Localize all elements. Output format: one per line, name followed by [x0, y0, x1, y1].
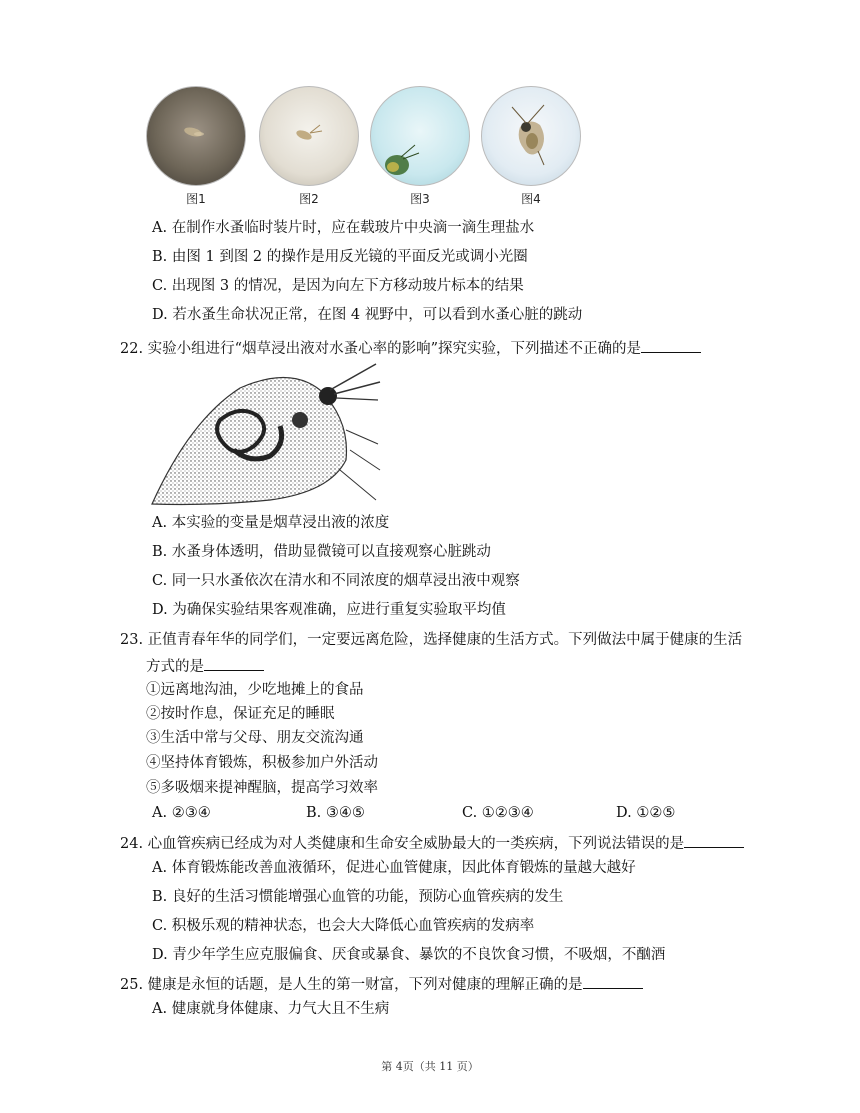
- q23-stem-line1: 23. 正值青春年华的同学们，一定要远离危险，选择健康的生活方式。下列做法中属于健康的生活: [120, 632, 743, 648]
- figure-2: [259, 86, 359, 204]
- q24-stem-text: 24. 心血管疾病已经成为对人类健康和生命安全威胁最大的一类疾病，下列说法错误的是: [120, 836, 685, 852]
- microscope-view-3: [370, 86, 470, 186]
- figure-3-caption: 图3: [410, 192, 430, 206]
- q23-item-2: ②按时作息，保证充足的睡眠: [146, 706, 335, 722]
- q23-item-3: ③生活中常与父母、朋友交流沟通: [146, 730, 364, 746]
- q23-option-c: C. ①②③④: [462, 805, 534, 821]
- q25-option-a: A. 健康就身体健康、力气大且不生病: [152, 1001, 390, 1017]
- q24-option-b: B. 良好的生活习惯能增强心血管的功能，预防心血管疾病的发生: [152, 889, 564, 905]
- figure-1: [146, 86, 246, 204]
- q25-stem-text: 25. 健康是永恒的话题，是人生的第一财富，下列对健康的理解正确的是: [120, 977, 583, 993]
- figure-4: [481, 86, 581, 204]
- q23-options: [0, 803, 860, 825]
- q22-option-b: B. 水蚤身体透明，借助显微镜可以直接观察心脏跳动: [152, 544, 491, 560]
- q23-item-1: ①远离地沟油，少吃地摊上的食品: [146, 682, 364, 698]
- q22-stem-text: 22. 实验小组进行“烟草浸出液对水蚤心率的影响”探究实验，下列描述不正确的是: [120, 341, 641, 357]
- q22-option-d: D. 为确保实验结果客观准确，应进行重复实验取平均值: [152, 602, 506, 618]
- answer-blank[interactable]: [583, 974, 643, 989]
- q24-stem: [120, 833, 744, 854]
- answer-blank[interactable]: [684, 833, 744, 848]
- q22-option-c: C. 同一只水蚤依次在清水和不同浓度的烟草浸出液中观察: [152, 573, 520, 589]
- q23-stem-text: 方式的是: [146, 659, 204, 675]
- q22-stem: [120, 338, 701, 359]
- answer-blank[interactable]: [641, 338, 701, 353]
- q21-option-d: D. 若水蚤生命状况正常，在图 4 视野中，可以看到水蚤心脏的跳动: [152, 307, 583, 323]
- q22-option-a: A. 本实验的变量是烟草浸出液的浓度: [152, 515, 390, 531]
- microscope-view-1: [146, 86, 246, 186]
- microscope-view-4: [481, 86, 581, 186]
- figure-3: [370, 86, 470, 204]
- answer-blank[interactable]: [204, 656, 264, 671]
- q23-option-b: B. ③④⑤: [306, 805, 365, 821]
- q24-option-d: D. 青少年学生应克服偏食、厌食或暴食、暴饮的不良饮食习惯，不吸烟，不酗酒: [152, 947, 666, 963]
- q23-option-d: D. ①②⑤: [616, 805, 676, 821]
- q21-option-a: A. 在制作水蚤临时装片时，应在载玻片中央滴一滴生理盐水: [152, 220, 535, 236]
- figure-4-caption: 图4: [521, 192, 541, 206]
- q23-item-5: ⑤多吸烟来提神醒脑，提高学习效率: [146, 780, 378, 796]
- microscope-view-2: [259, 86, 359, 186]
- q23-stem-line2: [146, 656, 264, 677]
- q24-option-c: C. 积极乐观的精神状态，也会大大降低心血管疾病的发病率: [152, 918, 535, 934]
- q24-option-a: A. 体育锻炼能改善血液循环，促进心血管健康，因此体育锻炼的量越大越好: [152, 860, 636, 876]
- daphnia-illustration: [150, 360, 382, 510]
- page-footer: 第 4页（共 11 页）: [381, 1060, 479, 1073]
- q25-stem: [120, 974, 643, 995]
- q23-option-a: A. ②③④: [152, 805, 211, 821]
- q21-option-b: B. 由图 1 到图 2 的操作是用反光镜的平面反光或调小光圈: [152, 249, 528, 265]
- microscope-figures: [146, 86, 586, 206]
- figure-2-caption: 图2: [299, 192, 319, 206]
- figure-1-caption: 图1: [186, 192, 206, 206]
- q21-option-c: C. 出现图 3 的情况，是因为向左下方移动玻片标本的结果: [152, 278, 524, 294]
- q23-item-4: ④坚持体育锻炼，积极参加户外活动: [146, 755, 378, 771]
